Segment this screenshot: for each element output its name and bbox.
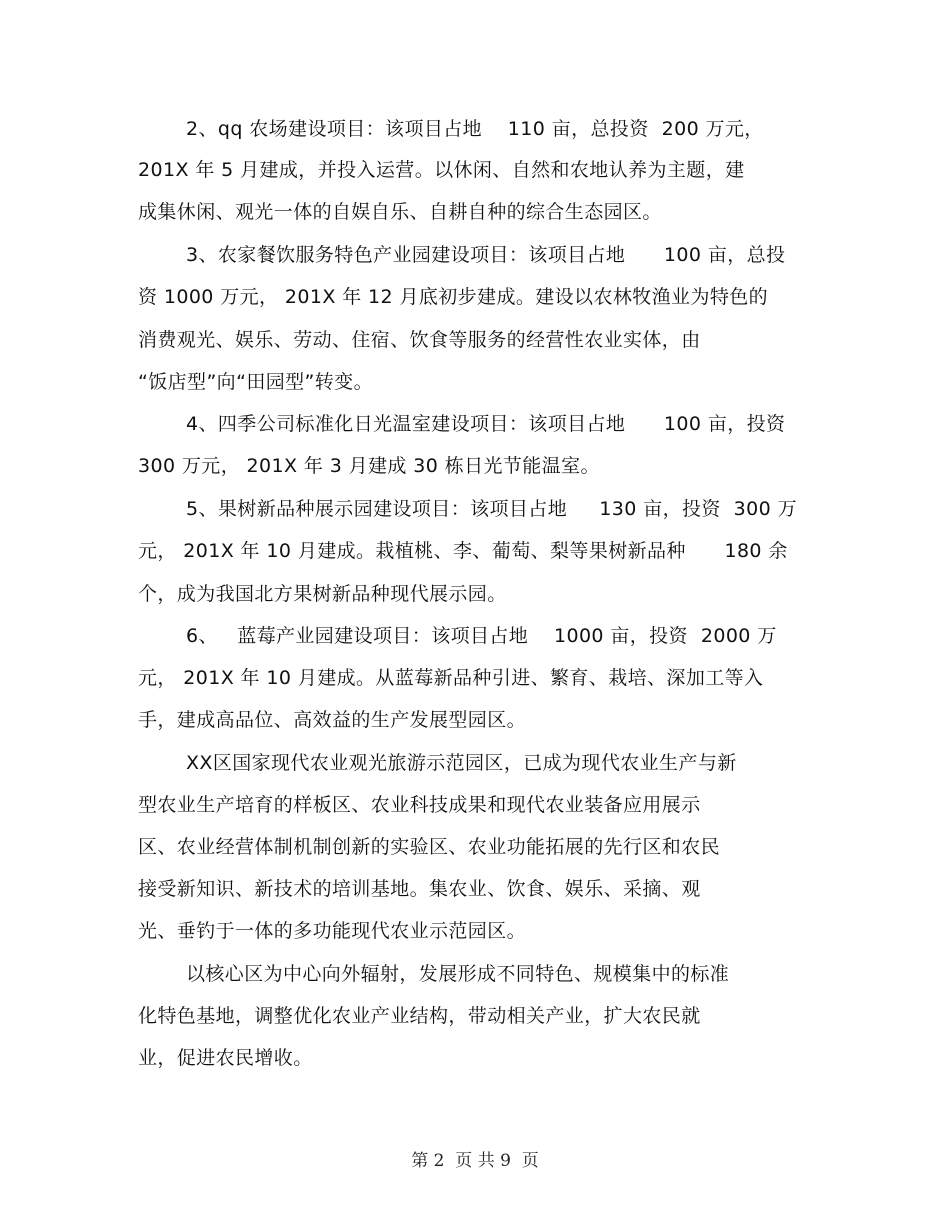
paragraph-7-line-3: 业，促进农民增收。 xyxy=(138,1047,313,1069)
paragraph-3-line-2: 300 万元， 201X 年 3 月建成 30 栋日光节能温室。 xyxy=(138,455,600,477)
paragraph-5-line-1: 6、 蓝莓产业园建设项目：该项目占地 1000 亩，投资 2000 万 xyxy=(186,625,777,647)
paragraph-6-line-3: 区、农业经营体制机制创新的实验区、农业功能拓展的先行区和农民 xyxy=(138,836,721,858)
paragraph-7-line-2: 化特色基地，调整优化农业产业结构，带动相关产业，扩大农民就 xyxy=(138,1005,701,1027)
paragraph-6-line-1: XX区国家现代农业观光旅游示范园区，已成为现代农业生产与新 xyxy=(186,752,737,774)
paragraph-4-line-1: 5、果树新品种展示园建设项目：该项目占地 130 亩，投资 300 万 xyxy=(186,498,797,520)
page-number-footer: 第 2 页 共 9 页 xyxy=(411,1151,539,1171)
paragraph-6-line-4: 接受新知识、新技术的培训基地。集农业、饮食、娱乐、采摘、观 xyxy=(138,878,701,900)
paragraph-2-line-3: 消费观光、娱乐、劳动、住宿、饮食等服务的经营性农业实体，由 xyxy=(138,329,701,351)
paragraph-2-line-4: “饭店型”向“田园型”转变。 xyxy=(138,371,373,393)
paragraph-5-line-2: 元， 201X 年 10 月建成。从蓝莓新品种引进、繁育、栽培、深加工等入 xyxy=(138,667,764,689)
paragraph-4-line-2: 元， 201X 年 10 月建成。栽植桃、李、葡萄、梨等果树新品种 180 余 xyxy=(138,540,788,562)
paragraph-5-line-3: 手，建成高品位、高效益的生产发展型园区。 xyxy=(138,709,527,731)
paragraph-1-line-2: 201X 年 5 月建成，并投入运营。以休闲、自然和农地认养为主题，建 xyxy=(138,159,745,181)
paragraph-1-line-3: 成集休闲、观光一体的自娱自乐、自耕自种的综合生态园区。 xyxy=(138,201,662,223)
paragraph-1-line-1: 2、qq 农场建设项目：该项目占地 110 亩，总投资 200 万元， xyxy=(186,118,764,140)
paragraph-6-line-5: 光、垂钓于一体的多功能现代农业示范园区。 xyxy=(138,920,527,942)
paragraph-2-line-2: 资 1000 万元， 201X 年 12 月底初步建成。建设以农林牧渔业为特色的 xyxy=(138,286,769,308)
paragraph-7-line-1: 以核心区为中心向外辐射，发展形成不同特色、规模集中的标准 xyxy=(186,963,730,985)
paragraph-2-line-1: 3、农家餐饮服务特色产业园建设项目：该项目占地 100 亩，总投 xyxy=(186,244,786,266)
paragraph-4-line-3: 个，成为我国北方果树新品种现代展示园。 xyxy=(138,583,507,605)
paragraph-3-line-1: 4、四季公司标准化日光温室建设项目：该项目占地 100 亩，投资 xyxy=(186,413,786,435)
paragraph-6-line-2: 型农业生产培育的样板区、农业科技成果和现代农业装备应用展示 xyxy=(138,794,701,816)
